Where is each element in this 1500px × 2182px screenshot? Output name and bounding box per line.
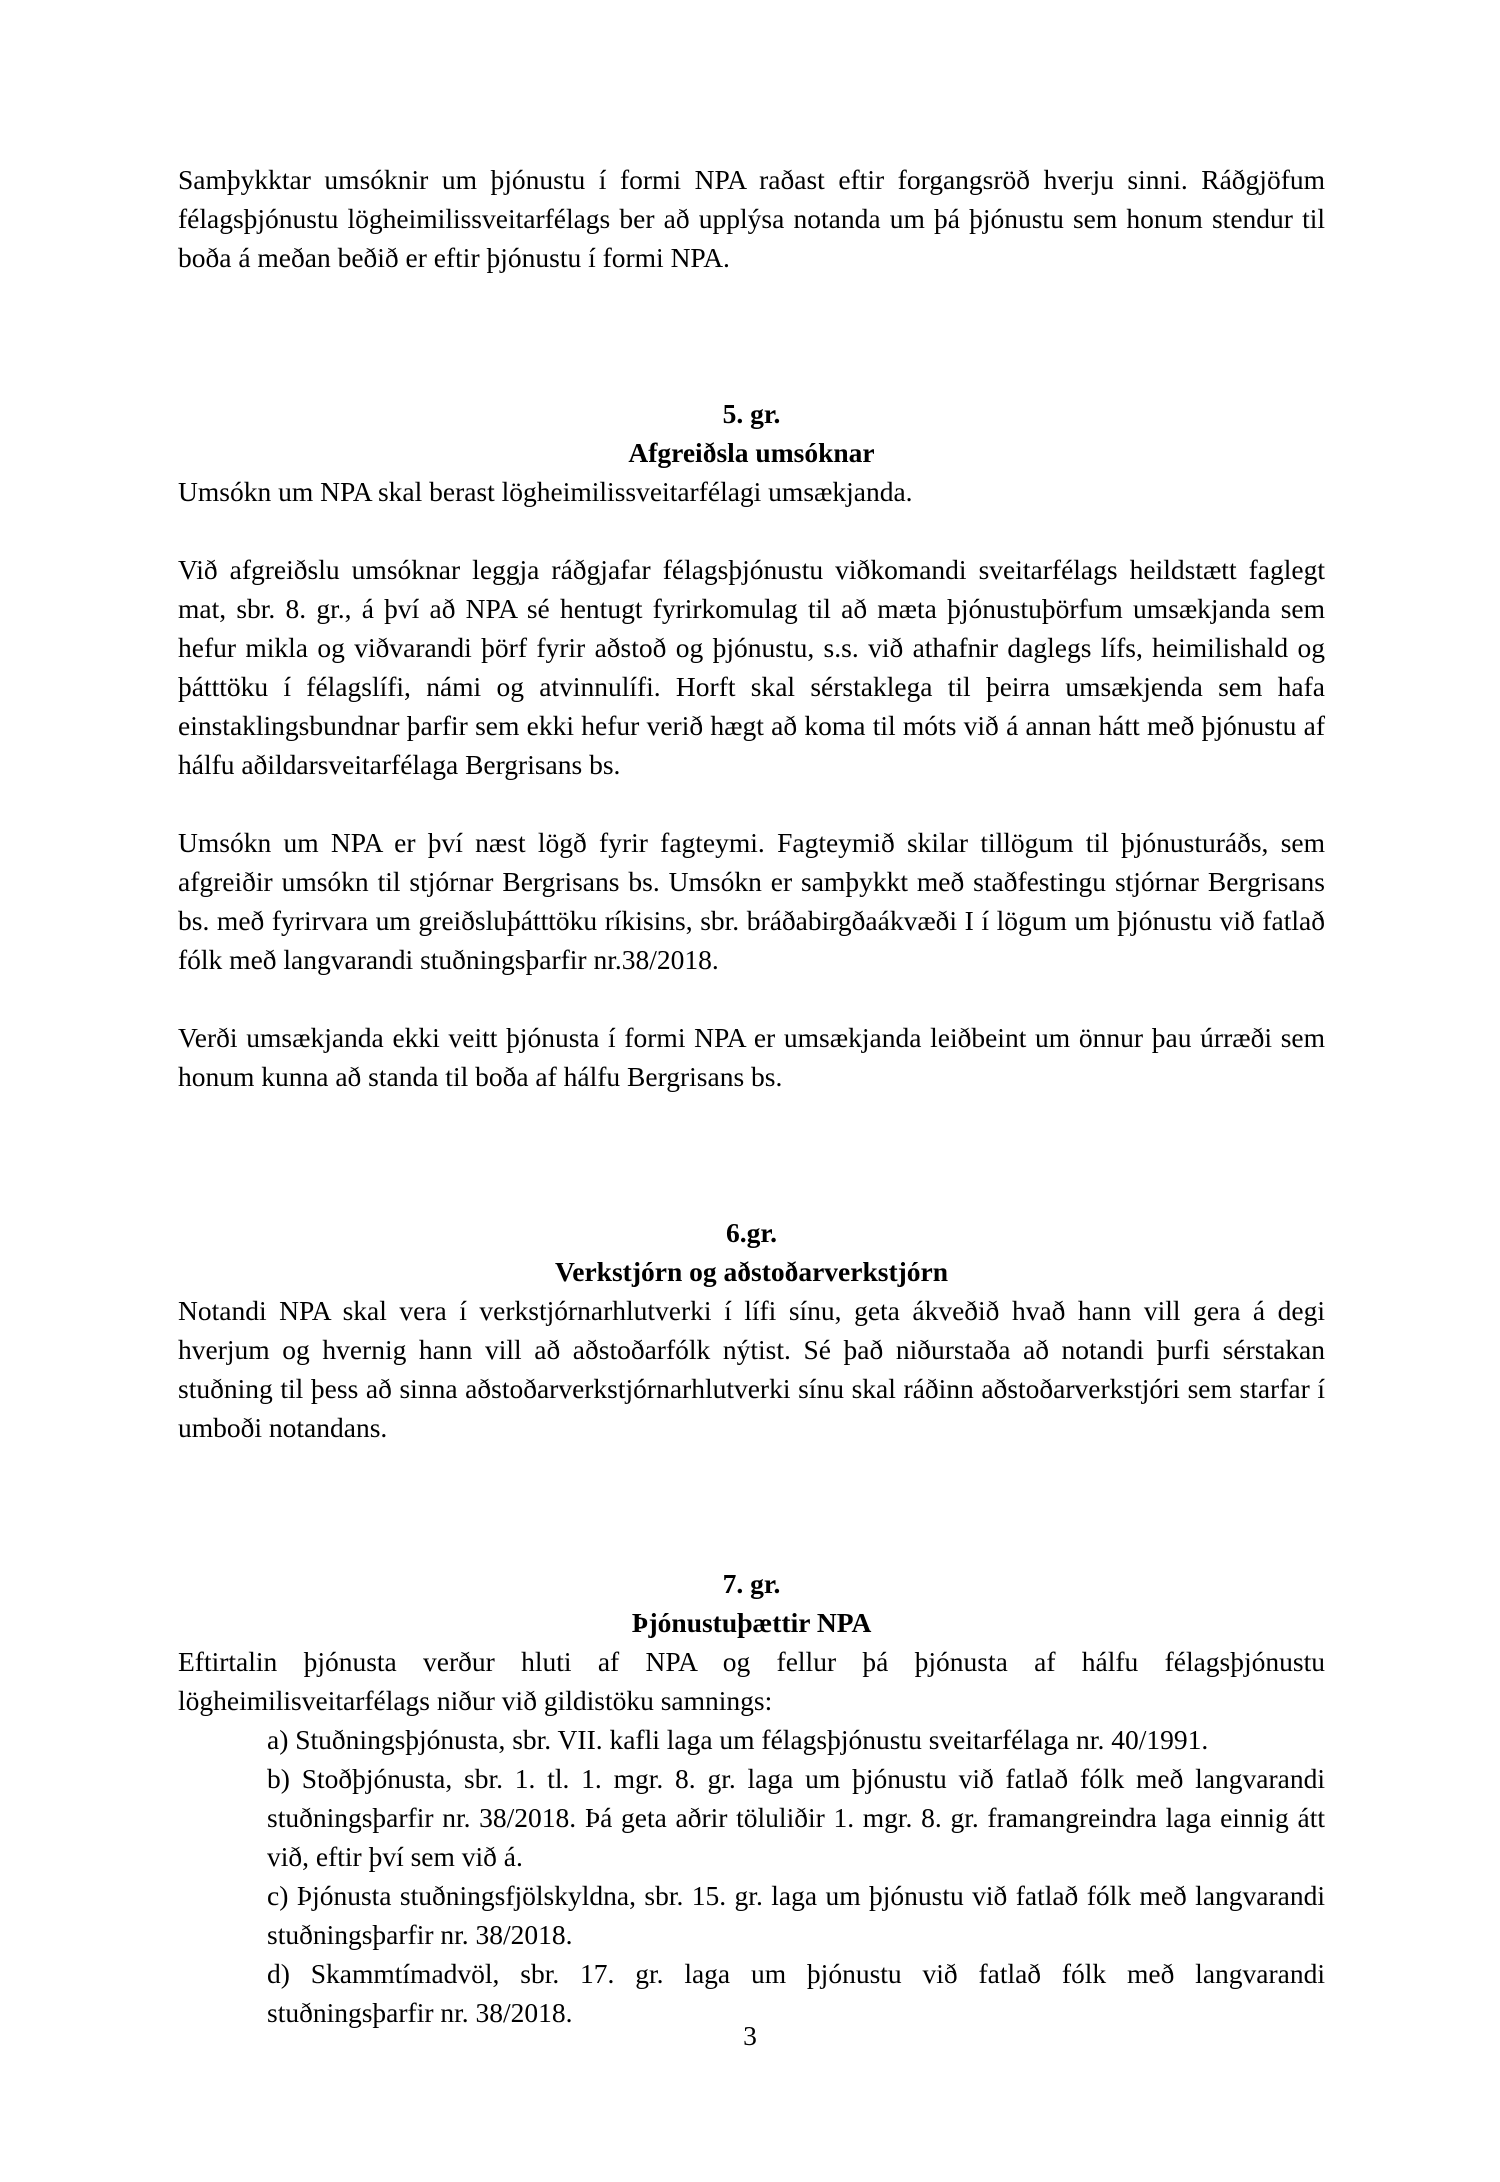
section-number: 5. gr. [722, 398, 781, 429]
paragraph: Við afgreiðslu umsóknar leggja ráðgjafar félagsþjónustu viðkomandi sveitarfélags heildstætt faglegt mat, sbr. 8. gr., á því að NPA sé hentugt fyrirkomulag til að mæta þjónustuþörfum umsækjanda sem hefur mikla og viðvarandi þörf fyrir aðstoð og þjónustu, s.s. við athafnir daglegs lífs, heimilishald og þátttöku í félagslífi, námi og atvinnulífi. Horft skal sérstaklega til þeirra umsækjenda sem hafa einstaklingsbundnar þarfir sem ekki hefur verið hægt að koma til móts við á annan hátt með þjónustu af hálfu aðildarsveitarfélaga Bergrisans bs. [178, 554, 1325, 780]
section-5 [178, 394, 1325, 1096]
document-page [178, 160, 1325, 2032]
paragraph: Verði umsækjanda ekki veitt þjónusta í formi NPA er umsækjanda leiðbeint um önnur þau úrræði sem honum kunna að standa til boða af hálfu Bergrisans bs. [178, 1022, 1325, 1092]
page-number: 3 [743, 2020, 757, 2051]
paragraph: Umsókn um NPA skal berast lögheimilissveitarfélagi umsækjanda. [178, 476, 913, 507]
list-item: a) Stuðningsþjónusta, sbr. VII. kafli laga um félagsþjónustu sveitarfélaga nr. 40/1991. [267, 1724, 1209, 1755]
section-6 [178, 1213, 1325, 1447]
list-item: d) Skammtímadvöl, sbr. 17. gr. laga um þjónustu við fatlað fólk með langvarandi stuðningsþarfir nr. 38/2018. [267, 1958, 1325, 2028]
list-item: c) Þjónusta stuðningsfjölskyldna, sbr. 15. gr. laga um þjónustu við fatlað fólk með langvarandi stuðningsþarfir nr. 38/2018. [267, 1880, 1325, 1950]
paragraph: Eftirtalin þjónusta verður hluti af NPA og fellur þá þjónusta af hálfu félagsþjónustu lögheimilisveitarfélags niður við gildistöku samnings: [178, 1646, 1325, 1716]
intro-paragraph: Samþykktar umsóknir um þjónustu í formi NPA raðast eftir forgangsröð hverju sinni. Ráðgjöfum félagsþjónustu lögheimilissveitarfélags ber að upplýsa notanda um þá þjónustu sem honum stendur til boða á meðan beðið er eftir þjónustu í formi NPA. [178, 164, 1325, 273]
list-item: b) Stoðþjónusta, sbr. 1. tl. 1. mgr. 8. gr. laga um þjónustu við fatlað fólk með langvarandi stuðningsþarfir nr. 38/2018. Þá geta aðrir töluliðir 1. mgr. 8. gr. framangreindra laga einnig átt við, eftir því sem við á. [267, 1763, 1325, 1872]
service-list [178, 1720, 1325, 2032]
section-title: Afgreiðsla umsóknar [628, 437, 875, 468]
paragraph: Umsókn um NPA er því næst lögð fyrir fagteymi. Fagteymið skilar tillögum til þjónusturáðs, sem afgreiðir umsókn til stjórnar Bergrisans bs. Umsókn er samþykkt með staðfestingu stjórnar Bergrisans bs. með fyrirvara um greiðsluþátttöku ríkisins, sbr. bráðabirgðaákvæði I í lögum um þjónustu við fatlað fólk með langvarandi stuðningsþarfir nr.38/2018. [178, 827, 1325, 975]
section-title: Verkstjórn og aðstoðarverkstjórn [554, 1256, 949, 1287]
section-title: Þjónustuþættir NPA [631, 1607, 872, 1638]
section-number: 7. gr. [722, 1568, 781, 1599]
section-7 [178, 1564, 1325, 2032]
section-number: 6.gr. [726, 1217, 777, 1248]
paragraph: Notandi NPA skal vera í verkstjórnarhlutverki í lífi sínu, geta ákveðið hvað hann vill gera á degi hverjum og hvernig hann vill að aðstoðarfólk nýtist. Sé það niðurstaða að notandi þurfi sérstakan stuðning til þess að sinna aðstoðarverkstjórnarhlutverki sínu skal ráðinn aðstoðarverkstjóri sem starfar í umboði notandans. [178, 1295, 1325, 1443]
